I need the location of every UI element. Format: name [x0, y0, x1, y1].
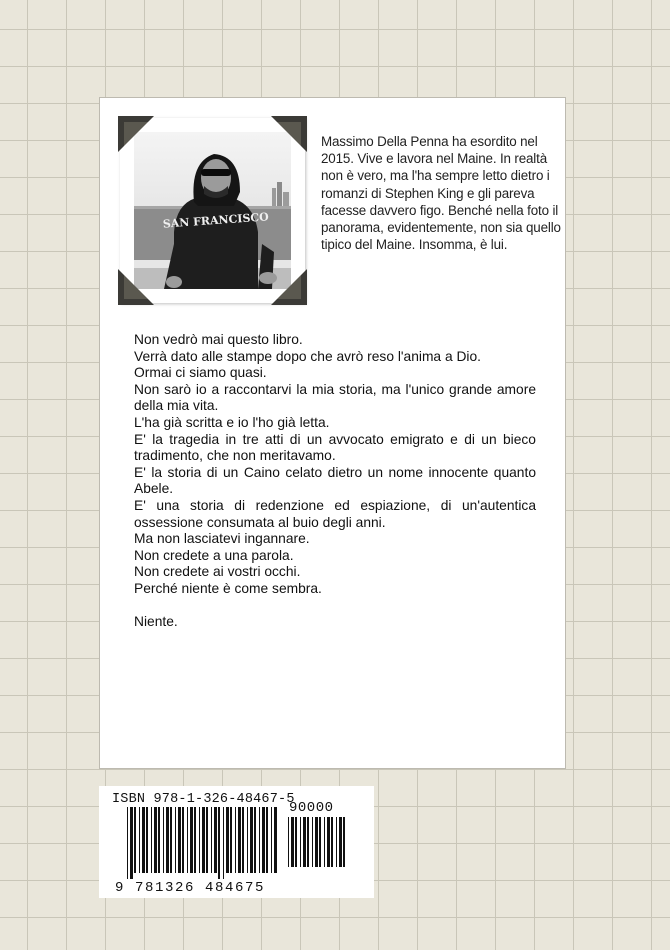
author-bio: Massimo Della Penna ha esordito nel 2015. Vive e lavora nel Maine. In realtà non è vero, ma l'ha sempre letto dietro i romanzi di Stephen King e gli pareva facesse davvero figo. Benché nella foto il panorama, evidentemente, non sia quello tipico del Maine. Insomma, è lui.: [321, 134, 561, 253]
barcode-bar: [182, 807, 184, 873]
back-cover-panel: [99, 97, 566, 769]
barcode-bar: [142, 807, 145, 873]
barcode-bar: [146, 807, 148, 873]
price-code: 90000: [289, 800, 334, 816]
barcode-bar: [291, 817, 294, 867]
barcode-bar: [319, 817, 321, 867]
author-photo-frame: [120, 118, 305, 303]
barcode-addon-bars: [288, 817, 352, 879]
blurb-line: Ormai ci siamo quasi.: [134, 365, 267, 381]
barcode-bar: [343, 817, 345, 867]
blurb-line: E' la tragedia in tre atti di un avvocato emigrato e di un bieco tradimento, che non meritavamo.: [134, 431, 536, 464]
barcode-bar: [259, 807, 260, 873]
shirt-text: SAN FRANCISCO: [162, 210, 270, 231]
barcode-bar: [242, 807, 244, 873]
barcode-bar: [170, 807, 172, 873]
barcode-bar: [163, 807, 164, 873]
barcode-bar: [266, 807, 268, 873]
barcode-bar: [307, 817, 309, 867]
barcode-bar: [158, 807, 160, 873]
barcode-bar: [226, 807, 229, 873]
barcode-bar: [130, 807, 133, 879]
photo-corner-icon: [271, 269, 307, 305]
barcode-bar: [250, 807, 253, 873]
barcode-bar: [288, 817, 289, 867]
blurb-line: E' la storia di un Caino celato dietro un nome innocente quanto Abele.: [134, 464, 536, 497]
photo-corner-icon: [118, 269, 154, 305]
barcode-bar: [235, 807, 236, 873]
author-photo: [134, 132, 291, 289]
barcode-bar: [214, 807, 217, 873]
barcode-bar: [211, 807, 212, 873]
barcode-bar: [178, 807, 181, 873]
isbn-label: ISBN 978-1-326-48467-5: [112, 792, 295, 807]
barcode-bar: [247, 807, 248, 873]
blurb-line: Non vedrò mai questo libro.: [134, 332, 303, 347]
barcode-bar: [175, 807, 176, 873]
barcode-bar: [300, 817, 301, 867]
blurb-line: Non sarò io a raccontarvi la mia storia, ma l'unico grande amore della mia vita.: [134, 381, 536, 414]
barcode-bar: [154, 807, 157, 873]
barcode-bar: [151, 807, 152, 873]
barcode-bar: [271, 807, 272, 873]
barcode-bar: [223, 807, 224, 879]
barcode-bar: [134, 807, 136, 873]
photo-corner-icon: [118, 116, 154, 152]
barcode-bar: [218, 807, 220, 879]
blurb-line: Non credete ai vostri occhi.: [134, 564, 301, 580]
barcode-bar: [315, 817, 318, 867]
barcode-bar: [206, 807, 208, 873]
barcode-bar: [262, 807, 265, 873]
isbn-barcode: [99, 786, 374, 898]
photo-corner-icon: [271, 116, 307, 152]
barcode-bar: [312, 817, 313, 867]
barcode-bar: [166, 807, 169, 873]
barcode-bar: [230, 807, 232, 873]
barcode-bar: [187, 807, 188, 873]
barcode-bar: [127, 807, 128, 879]
barcode-bar: [303, 817, 306, 867]
barcode-bar: [336, 817, 337, 867]
blurb-line: Perché niente è come sembra.: [134, 580, 322, 596]
barcode-bar: [190, 807, 193, 873]
barcode-bar: [194, 807, 196, 873]
barcode-bar: [202, 807, 205, 873]
barcode-bar: [295, 817, 297, 867]
barcode-bar: [199, 807, 200, 873]
blurb-line: L'ha già scritta e io l'ho già letta.: [134, 414, 330, 430]
blurb-line: Verrà dato alle stampe dopo che avrò reso l'anima a Dio.: [134, 348, 481, 364]
barcode-bar: [327, 817, 330, 867]
barcode-bar: [274, 807, 277, 873]
barcode-bar: [238, 807, 241, 873]
barcode-bar: [339, 817, 342, 867]
barcode-bar: [324, 817, 325, 867]
barcode-bar: [331, 817, 333, 867]
blurb-line: E' una storia di redenzione ed espiazione, di un'autentica ossessione consumata al buio degli anni.: [134, 497, 536, 530]
blurb-line: Ma non lasciatevi ingannare.: [134, 531, 310, 547]
barcode-bars: [127, 807, 282, 879]
barcode-bar: [139, 807, 140, 873]
blurb-line: Non credete a una parola.: [134, 547, 294, 563]
barcode-digits: 9 781326 484675: [115, 880, 266, 896]
blurb-closing: Niente.: [134, 614, 178, 630]
blurb-text: [134, 332, 536, 631]
barcode-bar: [254, 807, 256, 873]
